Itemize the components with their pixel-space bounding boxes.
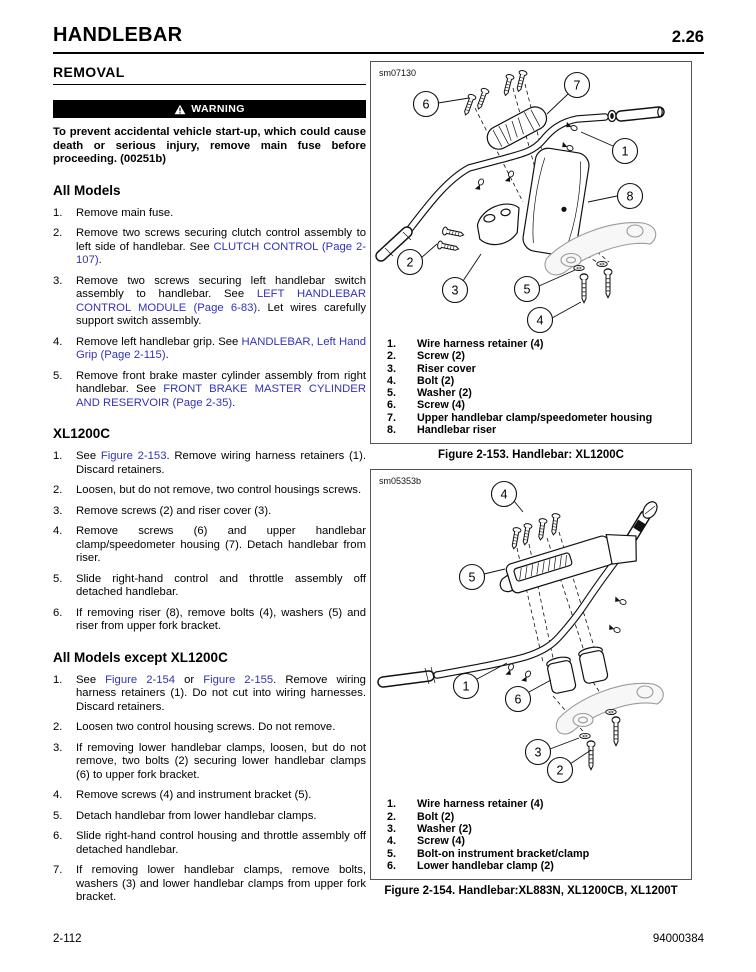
warning-text: To prevent accidental vehicle start-up, which could cause death or serious injury, remove main fuse before proceeding. (00251b) bbox=[53, 126, 366, 166]
svg-text:4: 4 bbox=[500, 487, 508, 502]
procedure-step bbox=[53, 370, 366, 411]
step-text-run: Detach handlebar from lower handlebar clamps. bbox=[76, 809, 317, 822]
legend-row bbox=[387, 860, 685, 872]
step-text-run: Remove screws (6) and upper handlebar clamp/speedometer housing (7). Detach handlebar from riser. bbox=[76, 525, 366, 565]
step-text-run: See bbox=[76, 450, 101, 463]
section-number: 2.26 bbox=[671, 28, 704, 46]
legend-label: Bolt-on instrument bracket/clamp bbox=[417, 847, 590, 860]
step-number: 2. bbox=[53, 721, 63, 734]
step-text bbox=[76, 864, 366, 905]
legend-number: 4. bbox=[387, 835, 397, 848]
exploded-view-diagram-xl883n bbox=[371, 470, 691, 796]
procedure-step bbox=[53, 674, 366, 715]
step-text bbox=[76, 573, 366, 600]
step-text-run: or bbox=[175, 673, 204, 686]
step-number: 3. bbox=[53, 741, 63, 754]
legend-number: 1. bbox=[387, 338, 397, 350]
procedure-step bbox=[53, 830, 366, 857]
legend-label: Wire harness retainer (4) bbox=[417, 798, 544, 811]
legend-label: Washer (2) bbox=[417, 822, 472, 835]
step-text-run: Remove screws (2) and riser cover (3). bbox=[76, 504, 272, 517]
section-heading: All Models bbox=[53, 182, 121, 198]
legend-row bbox=[387, 848, 685, 860]
svg-text:3: 3 bbox=[451, 283, 459, 298]
legend-number: 7. bbox=[387, 411, 397, 424]
procedure-steps bbox=[53, 674, 366, 905]
procedure-step bbox=[53, 789, 366, 803]
footer-page-number: 2-112 bbox=[53, 933, 82, 945]
step-text-run: If removing lower handlebar clamps, loosen, but do not remove, two bolts (2) securing lower handlebar clamps (6) to upper fork bracket. bbox=[76, 741, 366, 781]
step-text-run: If removing riser (8), remove bolts (4), washers (5) and riser from upper fork bracket. bbox=[76, 606, 366, 633]
step-number: 1. bbox=[53, 450, 63, 463]
legend-label: Lower handlebar clamp (2) bbox=[417, 859, 554, 872]
step-text-run: Slide right-hand control housing and throttle assembly off detached handlebar. bbox=[76, 830, 366, 856]
svg-text:5: 5 bbox=[468, 570, 476, 585]
cross-reference-link[interactable]: HANDLEBAR, Left Hand Grip (Page 2-115) bbox=[76, 335, 366, 362]
step-number: 3. bbox=[53, 274, 63, 287]
legend-row bbox=[387, 823, 685, 835]
step-text-run: . Let wires carefully support switch assembly. bbox=[76, 301, 367, 328]
legend-row bbox=[387, 350, 685, 362]
legend-number: 6. bbox=[387, 859, 397, 872]
step-text-run: Remove front brake master cylinder assembly from right handlebar. See bbox=[76, 369, 366, 396]
fork-bracket-part bbox=[556, 684, 663, 735]
step-text bbox=[76, 525, 366, 566]
procedure-steps bbox=[53, 450, 366, 634]
procedure-steps bbox=[53, 207, 366, 411]
svg-text:4: 4 bbox=[536, 313, 544, 328]
procedure-step bbox=[53, 207, 366, 221]
step-text bbox=[76, 810, 366, 824]
step-number: 5. bbox=[53, 809, 63, 822]
legend-label: Screw (4) bbox=[417, 835, 466, 848]
svg-text:2: 2 bbox=[406, 255, 414, 270]
procedure-step bbox=[53, 810, 366, 824]
figure-column bbox=[370, 61, 692, 912]
procedure-step bbox=[53, 607, 366, 634]
step-text-run: Loosen two control housing screws. Do not remove. bbox=[76, 721, 336, 734]
step-text bbox=[76, 370, 366, 411]
legend-row bbox=[387, 412, 685, 424]
step-text bbox=[76, 742, 366, 783]
step-text-run: . bbox=[98, 254, 102, 267]
legend-label: Wire harness retainer (4) bbox=[417, 338, 544, 350]
step-text-run: See bbox=[76, 673, 106, 686]
legend-number: 3. bbox=[387, 822, 397, 835]
legend-label: Screw (4) bbox=[417, 399, 466, 412]
svg-text:1: 1 bbox=[462, 679, 470, 694]
step-number: 7. bbox=[53, 864, 63, 877]
step-number: 4. bbox=[53, 525, 63, 538]
page-header bbox=[53, 24, 704, 47]
legend-number: 3. bbox=[387, 362, 397, 375]
step-text-run: Remove screws (4) and instrument bracket (5). bbox=[76, 789, 312, 802]
legend-label: Screw (2) bbox=[417, 350, 466, 363]
step-text-run: Remove left handlebar grip. See bbox=[76, 335, 242, 348]
step-text bbox=[76, 336, 366, 363]
step-number: 1. bbox=[53, 206, 63, 219]
svg-text:2: 2 bbox=[556, 763, 564, 778]
legend-number: 2. bbox=[387, 350, 397, 363]
cross-reference-link[interactable]: Figure 2-154 bbox=[105, 673, 176, 686]
footer-doc-number: 94000384 bbox=[652, 933, 704, 945]
step-text-run: Remove main fuse. bbox=[76, 206, 174, 219]
step-text-run: Remove two screws securing left handlebar switch assembly to handlebar. See bbox=[76, 274, 366, 301]
step-text bbox=[76, 789, 366, 803]
legend-number: 4. bbox=[387, 374, 397, 387]
figure-legend bbox=[371, 336, 691, 443]
procedure-step bbox=[53, 505, 366, 519]
legend-label: Bolt (2) bbox=[417, 810, 455, 823]
warning-triangle-icon bbox=[174, 104, 186, 115]
step-number: 6. bbox=[53, 606, 63, 619]
svg-text:6: 6 bbox=[422, 97, 430, 112]
exploded-view-diagram-xl1200c bbox=[371, 62, 691, 336]
step-text bbox=[76, 207, 366, 221]
section-heading: All Models except XL1200C bbox=[53, 649, 228, 665]
text-column bbox=[53, 61, 366, 912]
legend-label: Washer (2) bbox=[417, 387, 472, 400]
warning-box bbox=[53, 100, 366, 167]
step-number: 4. bbox=[53, 335, 63, 348]
step-number: 4. bbox=[53, 789, 63, 802]
step-text bbox=[76, 505, 366, 519]
cross-reference-link[interactable]: FRONT BRAKE MASTER CYLINDER AND RESERVOIR (Page 2-35) bbox=[76, 383, 366, 409]
legend-row bbox=[387, 424, 685, 436]
svg-text:3: 3 bbox=[534, 745, 542, 760]
section-heading: XL1200C bbox=[53, 426, 111, 442]
step-text bbox=[76, 450, 366, 477]
step-text-run: . Remove wiring harness retainers (1). Do not cut into wiring harnesses. Discard retainers. bbox=[76, 673, 366, 713]
riser-cover-part bbox=[475, 202, 525, 248]
legend-row bbox=[387, 338, 685, 350]
legend-number: 5. bbox=[387, 847, 397, 860]
page-footer bbox=[53, 933, 704, 945]
legend-row bbox=[387, 798, 685, 810]
figure-caption: Figure 2-153. Handlebar: XL1200C bbox=[438, 449, 624, 462]
step-number: 6. bbox=[53, 830, 63, 843]
procedure-step bbox=[53, 721, 366, 735]
figure-caption: Figure 2-154. Handlebar:XL883N, XL1200CB, XL1200T bbox=[384, 885, 678, 898]
step-number: 2. bbox=[53, 227, 63, 240]
figure-tag: sm07130 bbox=[379, 68, 417, 78]
figure-box-2-153 bbox=[370, 61, 692, 444]
step-text-run: Slide right-hand control and throttle assembly off detached handlebar. bbox=[76, 572, 366, 599]
step-text bbox=[76, 721, 366, 735]
legend-number: 6. bbox=[387, 399, 397, 412]
step-number: 2. bbox=[53, 484, 63, 497]
step-text-run: . bbox=[232, 396, 236, 409]
step-number: 3. bbox=[53, 504, 63, 517]
step-text-run: Loosen, but do not remove, two control housings screws. bbox=[76, 484, 362, 497]
content-columns bbox=[53, 61, 704, 912]
procedure-step bbox=[53, 275, 366, 329]
procedure-step bbox=[53, 573, 366, 600]
legend-row bbox=[387, 811, 685, 823]
step-text-run: Remove two screws securing clutch control assembly to left side of handlebar. See bbox=[76, 227, 366, 253]
procedure-step bbox=[53, 742, 366, 783]
step-text bbox=[76, 484, 366, 498]
svg-text:8: 8 bbox=[626, 189, 634, 204]
step-number: 5. bbox=[53, 369, 63, 382]
legend-number: 2. bbox=[387, 810, 397, 823]
svg-text:7: 7 bbox=[573, 78, 581, 93]
legend-label: Handlebar riser bbox=[417, 424, 497, 437]
removal-heading: REMOVAL bbox=[53, 61, 366, 85]
legend-number: 5. bbox=[387, 387, 397, 400]
step-text-run: If removing lower handlebar clamps, remove bolts, washers (3) and lower handlebar clamps from upper fork bracket. bbox=[76, 864, 366, 904]
step-text bbox=[76, 275, 366, 329]
procedure-sections bbox=[53, 183, 366, 905]
step-text bbox=[76, 227, 366, 268]
warning-label: WARNING bbox=[191, 103, 245, 115]
lower-clamp-part bbox=[546, 656, 577, 695]
lower-clamp-part bbox=[578, 646, 609, 685]
procedure-step bbox=[53, 336, 366, 363]
procedure-step bbox=[53, 525, 366, 566]
step-text bbox=[76, 830, 366, 857]
legend-number: 1. bbox=[387, 798, 397, 811]
svg-text:1: 1 bbox=[621, 144, 629, 159]
legend-label: Upper handlebar clamp/speedometer housing bbox=[417, 411, 653, 424]
legend-row bbox=[387, 375, 685, 387]
legend-row bbox=[387, 387, 685, 399]
legend-label: Riser cover bbox=[417, 362, 476, 375]
procedure-step bbox=[53, 450, 366, 477]
legend-number: 8. bbox=[387, 424, 397, 437]
procedure-step bbox=[53, 484, 366, 498]
cross-reference-link[interactable]: CLUTCH CONTROL (Page 2-107) bbox=[76, 240, 366, 267]
step-number: 5. bbox=[53, 572, 63, 585]
page-title: HANDLEBAR bbox=[53, 24, 183, 46]
legend-row bbox=[387, 835, 685, 847]
figure-tag: sm05353b bbox=[379, 476, 422, 487]
step-text-run: . bbox=[165, 349, 169, 362]
step-number: 1. bbox=[53, 673, 63, 686]
procedure-step bbox=[53, 227, 366, 268]
callout-markers bbox=[454, 482, 592, 783]
figure-box-2-154 bbox=[370, 469, 692, 880]
legend-row bbox=[387, 399, 685, 411]
step-text-run: . Remove wiring harness retainers (1). Discard retainers. bbox=[76, 450, 366, 476]
figure-legend bbox=[371, 796, 691, 879]
legend-row bbox=[387, 363, 685, 375]
legend-label: Bolt (2) bbox=[417, 374, 455, 387]
cross-reference-link[interactable]: Figure 2-153 bbox=[100, 450, 167, 463]
procedure-step bbox=[53, 864, 366, 905]
cross-reference-link[interactable]: Figure 2-155 bbox=[203, 673, 274, 686]
svg-text:5: 5 bbox=[523, 282, 531, 297]
step-text bbox=[76, 607, 366, 634]
cross-reference-link[interactable]: LEFT HANDLEBAR CONTROL MODULE (Page 6-83) bbox=[76, 288, 367, 314]
warning-banner bbox=[53, 100, 366, 118]
header-rule bbox=[53, 52, 704, 54]
step-text bbox=[76, 674, 366, 715]
svg-text:6: 6 bbox=[514, 692, 522, 707]
